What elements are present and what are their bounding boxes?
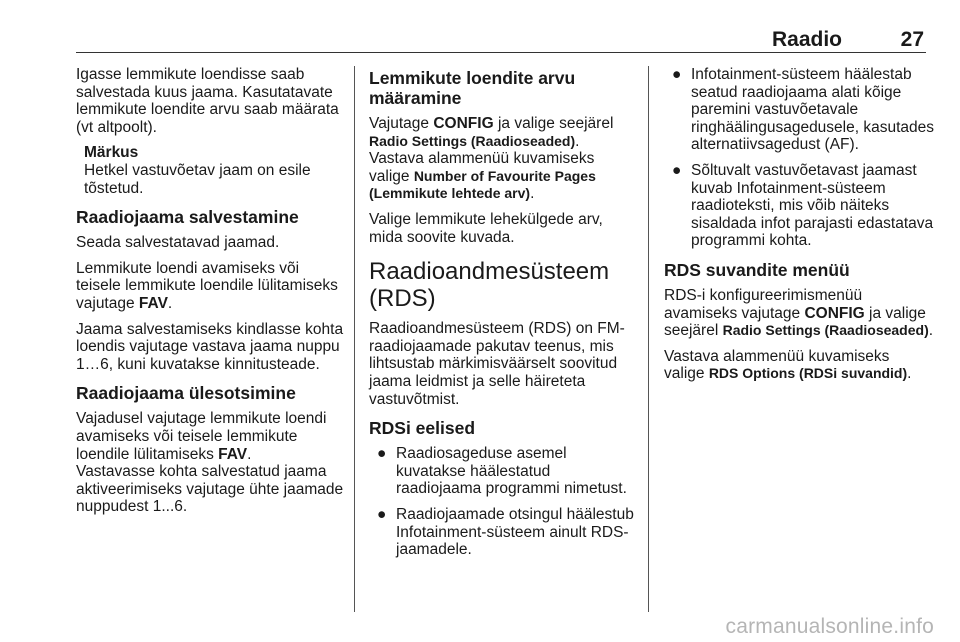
note-text: Hetkel vastuvõetav jaam on esile tõstetud.	[84, 161, 311, 197]
page-header	[76, 22, 928, 52]
rds-options-menu: RDS Options (RDSi suvandid)	[708, 365, 908, 382]
config-key: CONFIG	[804, 304, 865, 322]
count-paragraph-2: Valige lemmikute lehekülgede arv, mida soovite kuvada.	[369, 210, 603, 246]
fav-key: FAV	[138, 294, 168, 312]
bullet-icon: ●	[377, 505, 387, 523]
radio-settings-menu: Radio Settings (Raadioseaded)	[369, 132, 576, 149]
rds-advantages-list	[369, 445, 637, 559]
save-paragraph-2: Lemmikute loendi avamiseks või teisele lemmikute loendile lülitamiseks vajutage FAV.	[76, 259, 338, 312]
heading-favourite-count: Lemmikute loendite arvu määramine	[369, 68, 576, 108]
bullet-icon: ●	[672, 66, 682, 83]
rds-advantages-list-continued	[664, 66, 934, 250]
column-1	[76, 66, 346, 524]
heading-save-station: Raadiojaama salvestamine	[76, 207, 299, 228]
column-2	[369, 66, 637, 567]
column-divider-1	[354, 66, 355, 612]
page-number: 27	[900, 28, 924, 51]
column-3	[664, 66, 934, 391]
fav-key: FAV	[218, 445, 248, 463]
rds-paragraph: Raadioandmesüsteem (RDS) on FM-raadiojaamade pakutav teenus, mis lihtsustab märkimisväärselt soovitud jaama leidmist ja selle häireteta vastuvõtmist.	[369, 320, 625, 408]
note-box	[84, 144, 346, 197]
section-title: Raadio	[771, 28, 842, 51]
list-item: ● Raadiojaamade otsingul häälestub Infotainment-süsteem ainult RDS-jaamadele.	[377, 505, 634, 559]
menu-paragraph-2: Vastava alammenüü kuvamiseks valige RDS Options (RDSi suvandid).	[664, 347, 912, 383]
save-paragraph-3: Jaama salvestamiseks kindlasse kohta loendis vajutage vastava jaama nuppu 1…6, kuni kuvatakse kinnitusteade.	[76, 320, 344, 373]
recall-paragraph-1: Vajadusel vajutage lemmikute loendi avamiseks või teisele lemmikute loendile lülitamiseks FAV.	[76, 410, 327, 463]
count-paragraph-1: Vajutage CONFIG ja valige seejärel Radio Settings (Raadioseaded). Vastava alammenüü kuvamiseks valige Number of Favourite Pages (Lemmikute lehtede arv).	[369, 115, 614, 203]
watermark: carmanualsonline.info	[725, 615, 934, 638]
heading-rds: Raadioandmesüsteem (RDS)	[369, 258, 610, 313]
radio-settings-menu: Radio Settings (Raadioseaded)	[722, 322, 929, 339]
heading-rds-advantages: RDSi eelised	[369, 418, 476, 439]
note-title: Märkus	[84, 144, 139, 162]
column-divider-2	[648, 66, 649, 612]
config-key: CONFIG	[433, 115, 494, 132]
header-divider	[76, 52, 926, 53]
recall-paragraph-2: Vastavasse kohta salvestatud jaama aktiveerimiseks vajutage ühte jaamade nuppudest 1...6.	[76, 463, 344, 516]
list-item: ● Sõltuvalt vastuvõetavast jaamast kuvab Infotainment-süsteem raadioteksti, mis võib näiteks sisaldada infot parajasti edastatava programmi kohta.	[672, 161, 934, 250]
favourite-pages-option: Number of Favourite Pages (Lemmikute lehtede arv)	[369, 167, 596, 202]
bullet-icon: ●	[672, 161, 682, 179]
save-paragraph-1: Seada salvestatavad jaamad.	[76, 234, 280, 252]
list-item: ● Infotainment-süsteem häälestab seatud raadiojaama alati kõige paremini vastuvõetavale ringhäälingusagedusele, kasutades alternatiivsagedust (AF).	[672, 66, 935, 154]
heading-recall-station: Raadiojaama ülesotsimine	[76, 383, 296, 404]
intro-paragraph: Igasse lemmikute loendisse saab salvestada kuus jaama. Kasutatavate lemmikute loendite arvu saab määrata (vt altpoolt).	[76, 66, 339, 136]
bullet-icon: ●	[377, 445, 387, 463]
heading-rds-options-menu: RDS suvandite menüü	[664, 259, 850, 280]
menu-paragraph-1: RDS-i konfigureerimismenüü avamiseks vajutage CONFIG ja valige seejärel Radio Settings (Raadioseaded).	[664, 286, 934, 340]
list-item: ● Raadiosageduse asemel kuvatakse häälestatud raadiojaama programmi nimetust.	[377, 445, 627, 498]
